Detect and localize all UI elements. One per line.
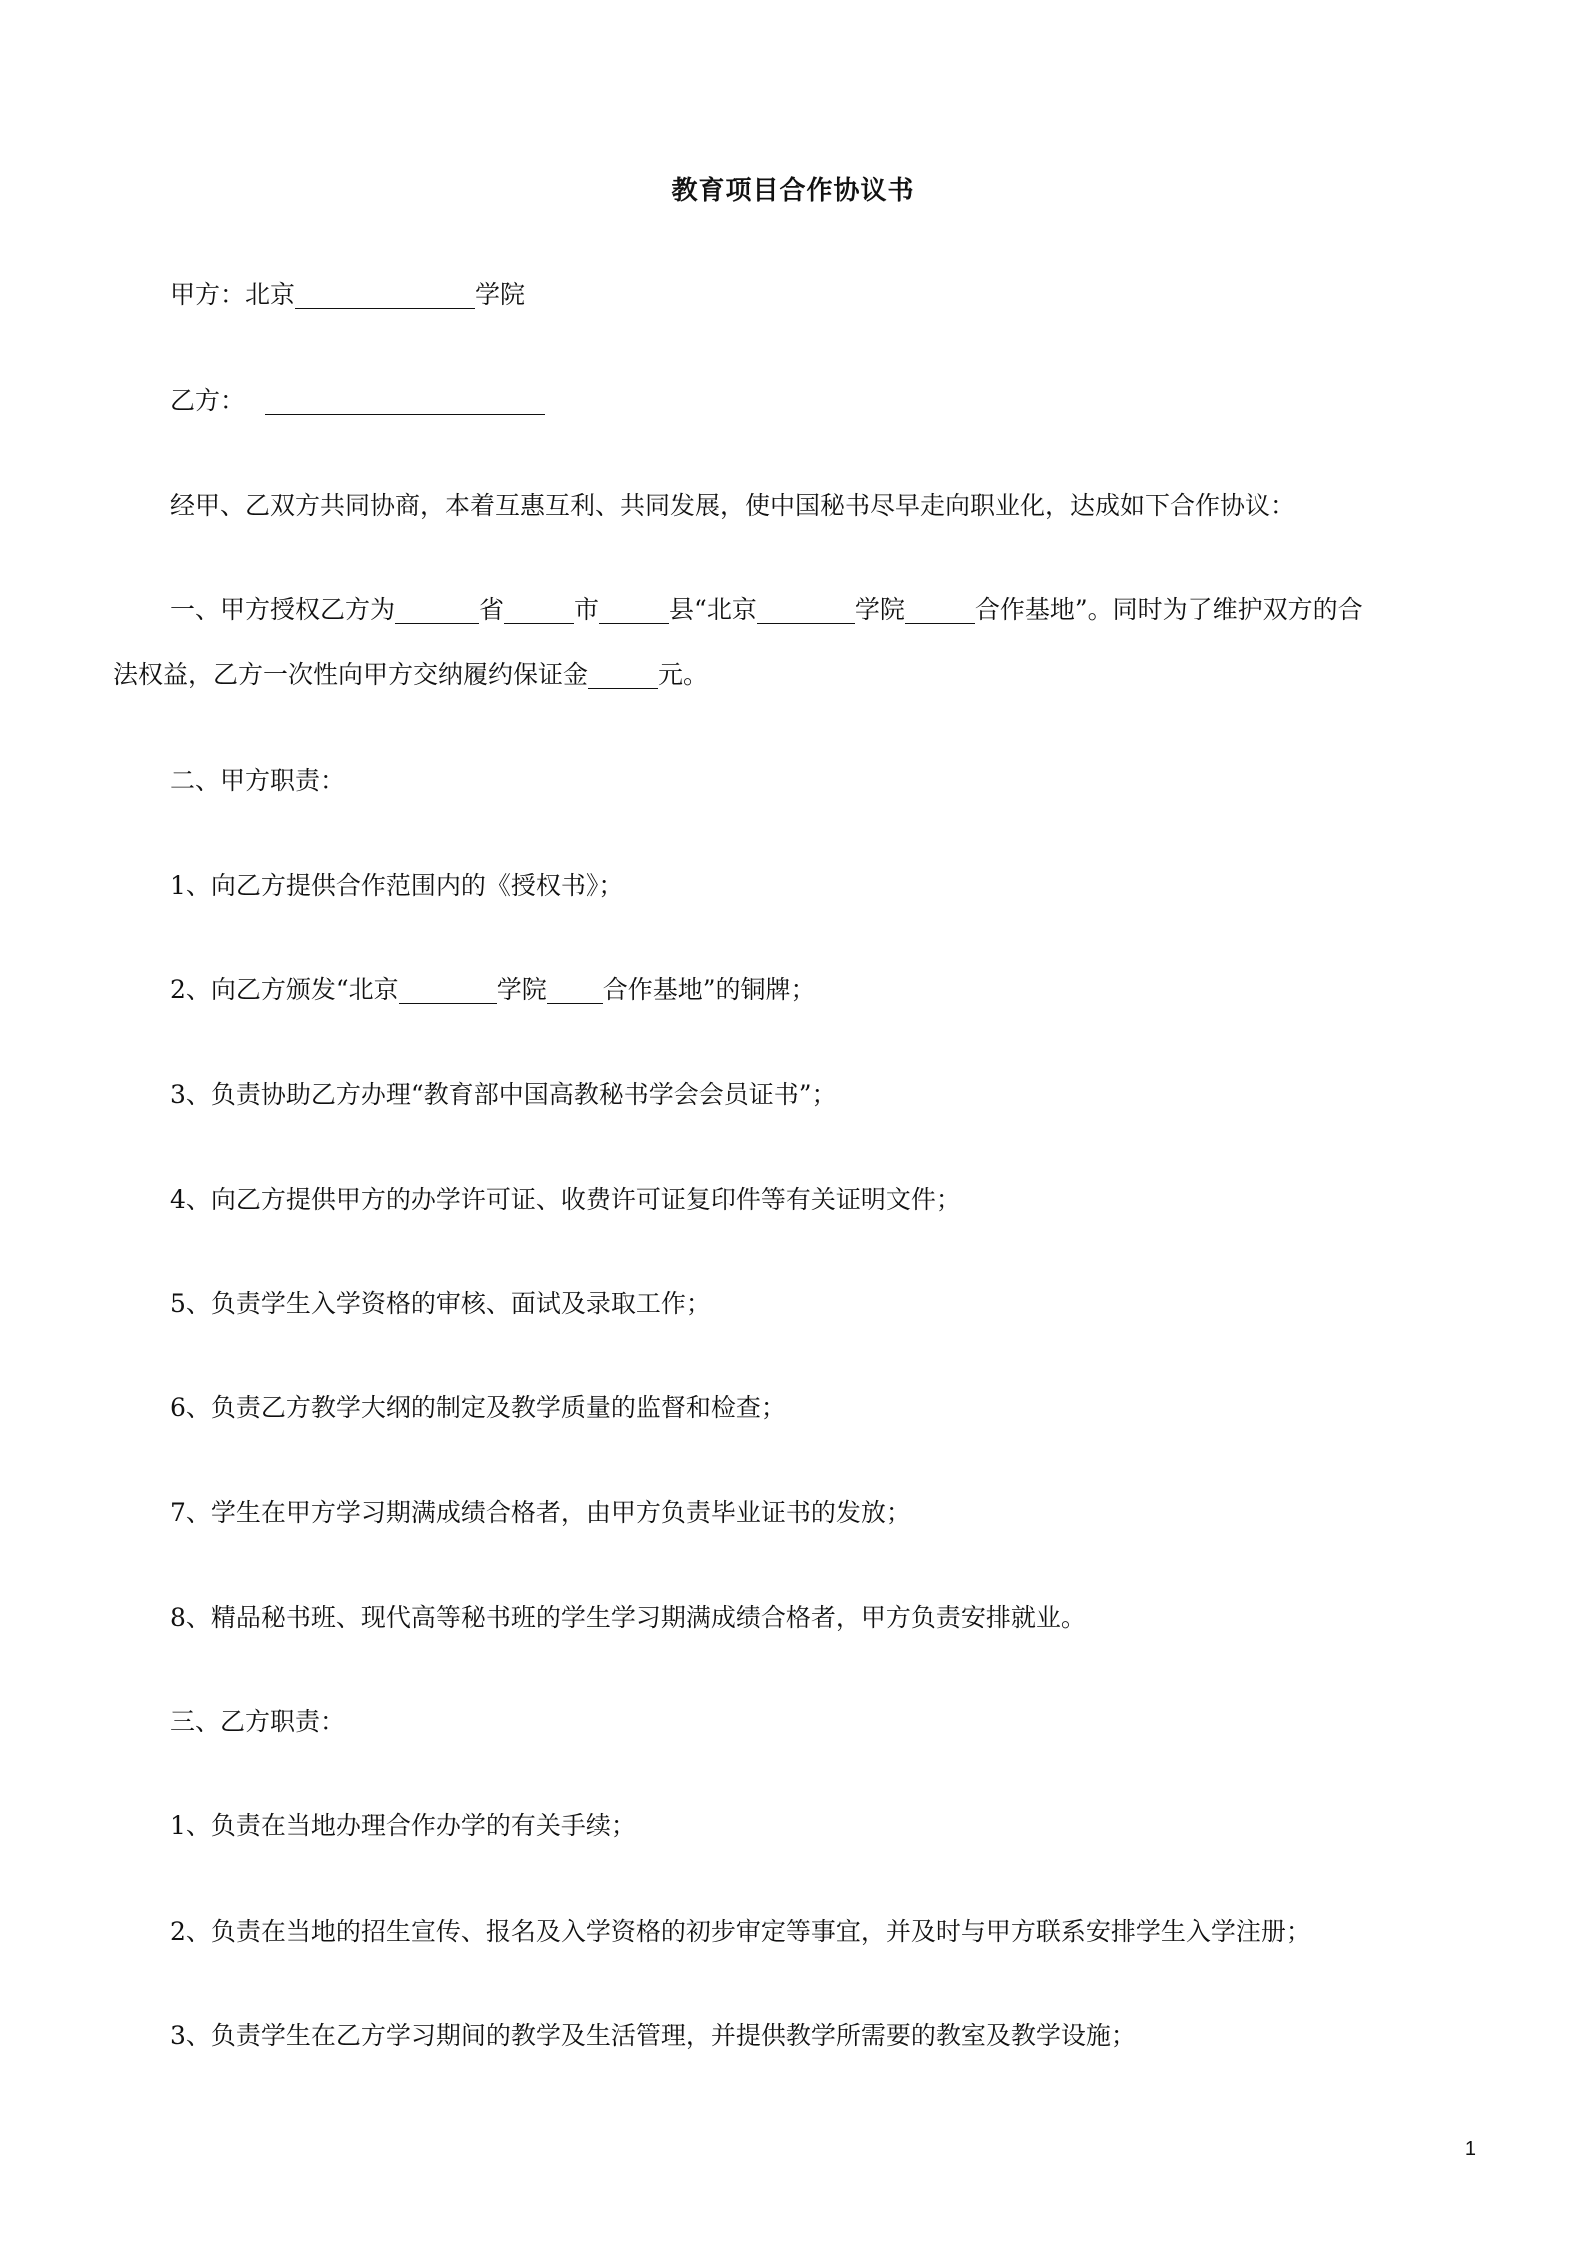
clause-text: 县“北京 <box>669 595 757 624</box>
party-b-label: 乙方： <box>170 386 246 415</box>
party-b-line <box>170 383 545 419</box>
blank <box>588 662 658 689</box>
blank <box>295 282 475 309</box>
blank <box>905 597 975 624</box>
clause-1-line-2 <box>113 657 708 693</box>
clause-text: 省 <box>479 595 505 624</box>
blank <box>599 597 669 624</box>
item-text: 学院 <box>496 975 547 1004</box>
clause-text: 合作基地”。同时为了维护双方的合 <box>974 595 1363 624</box>
blank <box>504 597 574 624</box>
party-a-suffix: 学院 <box>475 280 526 309</box>
b-item-2: 2、负责在当地的招生宣传、报名及入学资格的初步审定等事宜，并及时与甲方联系安排学生入学注册； <box>170 1917 1311 1946</box>
item-text: 2、向乙方颁发“北京 <box>170 975 399 1004</box>
party-a-line <box>170 277 525 313</box>
clause-1-line-1 <box>170 592 1363 628</box>
section-3-heading: 三、乙方职责： <box>170 1707 346 1736</box>
clause-text: 学院 <box>854 595 905 624</box>
blank <box>265 388 545 415</box>
document-title: 教育项目合作协议书 <box>671 176 915 206</box>
a-item-4: 4、向乙方提供甲方的办学许可证、收费许可证复印件等有关证明文件； <box>170 1185 961 1214</box>
a-item-2 <box>170 972 816 1008</box>
a-item-8: 8、精品秘书班、现代高等秘书班的学生学习期满成绩合格者，甲方负责安排就业。 <box>170 1603 1086 1632</box>
b-item-1: 1、负责在当地办理合作办学的有关手续； <box>170 1811 636 1840</box>
a-item-5: 5、负责学生入学资格的审核、面试及录取工作； <box>170 1289 711 1318</box>
section-2-heading: 二、甲方职责： <box>170 766 346 795</box>
a-item-7: 7、学生在甲方学习期满成绩合格者，由甲方负责毕业证书的发放； <box>170 1498 911 1527</box>
clause-text: 法权益，乙方一次性向甲方交纳履约保证金 <box>113 660 589 689</box>
clause-text: 市 <box>574 595 600 624</box>
item-text: 合作基地”的铜牌； <box>602 975 816 1004</box>
a-item-3: 3、负责协助乙方办理“教育部中国高教秘书学会会员证书”； <box>170 1080 837 1109</box>
clause-text: 元。 <box>658 660 709 689</box>
clause-text: 一、甲方授权乙方为 <box>170 595 396 624</box>
a-item-6: 6、负责乙方教学大纲的制定及教学质量的监督和检查； <box>170 1393 786 1422</box>
intro-paragraph: 经甲、乙双方共同协商，本着互惠互利、共同发展，使中国秘书尽早走向职业化，达成如下合作协议： <box>170 491 1296 520</box>
blank <box>757 597 855 624</box>
blank <box>547 977 603 1004</box>
b-item-3: 3、负责学生在乙方学习期间的教学及生活管理，并提供教学所需要的教室及教学设施； <box>170 2021 1136 2050</box>
page-number: 1 <box>1464 2138 1476 2160</box>
blank <box>399 977 497 1004</box>
a-item-1: 1、向乙方提供合作范围内的《授权书》； <box>170 871 624 900</box>
blank <box>395 597 479 624</box>
party-a-label: 甲方：北京 <box>170 280 296 309</box>
